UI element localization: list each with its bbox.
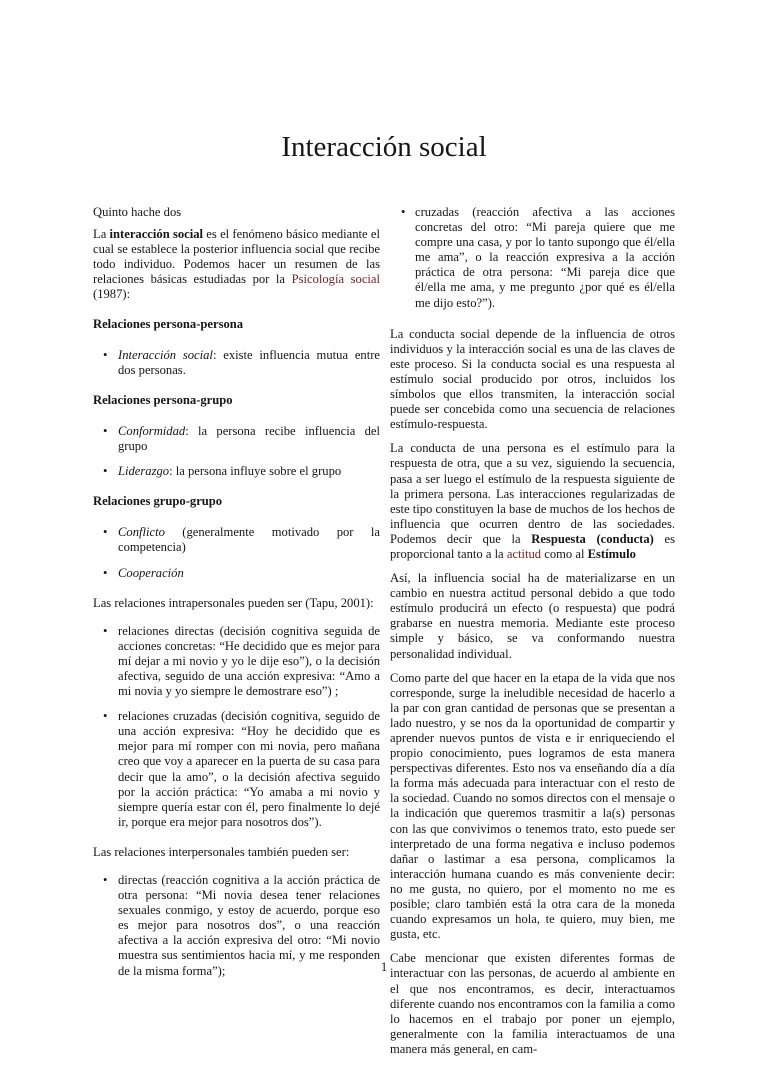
item-term: Conflicto [118, 525, 165, 540]
list-item: • relaciones cruzadas (decisión cognitiva, seguido de una acción expresiva: “Hoy he decidido que es mejor para mí romper con mi novia, pero mañana creo que voy a aparecer en la puerta de su casa para decir que la amo”, o la decisión afectiva seguido por la acción práctica: “Yo amaba a mi novio y siempre quería estar con él, pero finalmente lo dejé ir, porque era mejor para nosotros dos”). [93, 709, 380, 830]
list-item [93, 566, 380, 581]
item-term: Interacción social [118, 347, 213, 362]
list-interpersonal-continued [390, 205, 675, 311]
intrapersonal-intro: Las relaciones intrapersonales pueden ser (Tapu, 2001): [93, 595, 374, 610]
paragraph: Cabe mencionar que existen diferentes formas de interactuar con las personas, de acuerdo al ambiente en el que nos encontramos, es decir, interactuamos diferente cuando nos encontramos con la familia a como lo hacemos en el trabajo por poner un ejemplo, generalmente con la familia interactuamos de una manera más general, en cam- [390, 951, 675, 1056]
list-item: • cruzadas (reacción afectiva a las acciones concretas del otro: “Mi pareja quiere que me compre una casa, y por lo tanto supongo que él/ella me ama”, o la reacción expresiva a la acción práctica de otra persona: “Mi pareja dice que él/ella me ama, y me pregunto ¿por qué es él/ella me dijo esto?”). [390, 205, 675, 311]
psicologia-social-link[interactable]: Psicología social [291, 272, 380, 287]
list-item [93, 424, 380, 454]
item-text: : la persona recibe influencia del grupo [118, 423, 380, 454]
item-text: : existe influencia mutua entre dos personas. [118, 347, 381, 377]
page-title: Interacción social [281, 131, 487, 164]
item-text: (generalmente motivado por la competencia) [118, 525, 380, 555]
list-persona-persona [93, 348, 380, 378]
item-term: Liderazgo [118, 464, 170, 479]
heading-persona-persona: Relaciones persona-persona [93, 316, 244, 331]
heading-persona-grupo: Relaciones persona-grupo [93, 392, 233, 407]
intro-paragraph [93, 227, 380, 302]
intro-term: interacción social [109, 227, 204, 242]
interpersonal-intro: Las relaciones interpersonales también pueden ser: [93, 844, 350, 859]
intro-pre: La [93, 227, 110, 242]
list-item [93, 348, 380, 378]
paragraph-text: La conducta de una persona es el estímulo para la respuesta de otra, que a su vez, siguiendo la secuencia, pasa a ser luego el estímulo de la respuesta siguiente de la primera persona. Las interacciones regularizadas de este tipo constituyen la base de muchos de los hechos de influencia que ocurren dentro de las sociedades. Podemos decir que la [390, 441, 675, 546]
list-item: • relaciones directas (decisión cognitiva seguida de acciones concretas: “He decidido que es mejor para mí dejar a mi novio y yo le dije eso”), o la decisión afectiva, seguido de una acción expresiva: “Amo a mi novia y yo siempre le demostrare eso”) ; [93, 624, 380, 699]
paragraph: Así, la influencia social ha de materializarse en un cambio en nuestra actitud personal debido a que todo estímulo producirá un efecto (o respuesta) que podrá grabarse en nuestra memoria. Mediante este proceso simple y básico, se va conformando nuestra personalidad individual. [390, 571, 675, 661]
list-persona-grupo [93, 424, 380, 479]
intro-line: Quinto hache dos [93, 205, 182, 219]
paragraph: Como parte del que hacer en la etapa de la vida que nos corresponde, surge la ineludible necesidad de hacerlo a la par con gran cantidad de personas que se presentan a lado nuestro, y se nos da la oportunidad de compartir y aprender nuevos puntos de vista e ir enriqueciendo el propio conocimiento, pues logramos de esta manera perspectivas diferentes. Esto nos va enseñando día a día la forma más adecuada para interactuar con el resto de la sociedad. Cuando no somos directos con el mensaje o la indicación que queremos trasmitir a la(s) personas con las que convivimos o tenemos trato, esto puede ser interpretado de una forma negativa e incluso podemos dañar o lastimar a esa persona, complicamos la interacción humana cuando es más conveniente decir: no me gusta, no quiero, por el momento no me es posible; claro también está la otra cara de la moneda cuando expresamos un hola, te quiero, muy bien, me gusta, etc. [390, 670, 675, 942]
item-term: Cooperación [118, 565, 184, 580]
estimulo-term: Estímulo [587, 546, 636, 561]
intro-mid: es el fenómeno básico mediante el cual se establece la posterior influencia social que recibe todo individuo. Podemos hacer un resumen de las relaciones básicas estudiadas por la [93, 227, 380, 287]
page-number: 1 [380, 960, 388, 974]
paragraph: La conducta social depende de la influencia de otros individuos y la interacción social es una de las claves de este proceso. Si la conducta social es una respuesta al estímulo social producido por otros, incluidos los símbolos que ellos transmiten, la interacción social puede ser concebida como una secuencia de relaciones estímulo-respuesta. [390, 326, 675, 432]
paragraph-text: es proporcional tanto a la [390, 531, 676, 561]
heading-grupo-grupo: Relaciones grupo-grupo [93, 494, 223, 509]
right-column [390, 205, 675, 1066]
list-item: • directas (reacción cognitiva a la acción práctica de otra persona: “Mi novia desea tener relaciones sexuales conmigo, y estoy de acuerdo, porque eso es mejor para nosotros dos”, o una reacción afectiva a la acción expresiva del otro: “Mi novio muestra sus sentimientos hacia mí, y me responden de la misma forma”); [93, 873, 380, 979]
respuesta-term: Respuesta (conducta) [531, 531, 654, 546]
left-column [93, 205, 380, 994]
item-term: Conformidad [118, 423, 186, 438]
paragraph [390, 441, 675, 562]
item-text: : la persona influye sobre el grupo [169, 464, 342, 479]
paragraph-text: como al [541, 546, 588, 561]
list-grupo-grupo [93, 525, 380, 580]
list-item [93, 464, 380, 479]
list-intrapersonal [93, 624, 380, 830]
actitud-link[interactable]: actitud [506, 546, 542, 561]
intro-post: (1987): [93, 287, 131, 302]
list-item [93, 525, 380, 555]
